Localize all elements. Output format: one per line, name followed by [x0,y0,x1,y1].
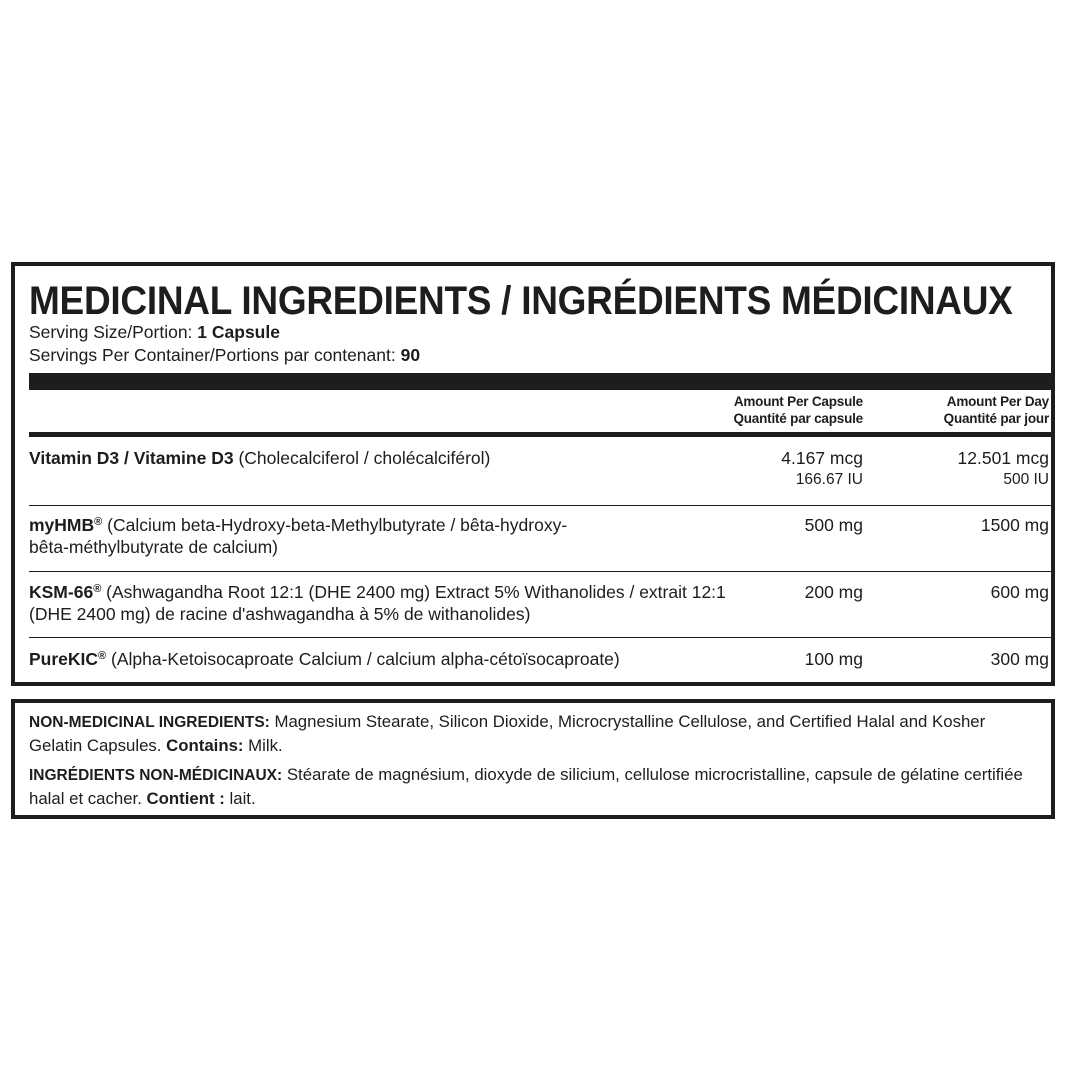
row-divider [29,505,1051,506]
ingredient-detail: (Calcium beta-Hydroxy-beta-Methylbutyrate / bêta-hydroxy-bêta-méthylbutyrate de calcium) [29,515,568,557]
amount-per-day-value: 1500 mg [980,515,1049,535]
ingredient-detail: (Cholecalciferol / cholécalciférol) [233,448,491,468]
amount-per-day-value: 12.501 mcg [957,448,1049,468]
amount-per-capsule-value: 100 mg [804,649,863,669]
non-medicinal-ingredients-en [29,710,1043,757]
serving-size-value: 1 Capsule [197,322,280,342]
thick-divider [29,373,1051,390]
contains-label-fr: Contient : [146,789,225,808]
servings-per-container-label: Servings Per Container/Portions par contenant: [29,345,396,365]
ingredient-name: KSM-66 [29,582,94,602]
column-header-per-capsule-en: Amount Per Capsule [733,394,863,409]
ingredient-name: myHMB [29,515,95,535]
amount-per-capsule-value: 500 mg [804,515,863,535]
contains-text-fr: lait. [224,789,256,808]
contains-label-en: Contains: [166,736,244,755]
amount-per-capsule [805,648,863,670]
amount-per-day [991,581,1049,603]
amount-per-capsule-value: 4.167 mcg [781,448,863,468]
column-header-per-day-en: Amount Per Day [946,394,1049,409]
ingredient-row-vitamin-d3 [29,447,1051,502]
non-medicinal-label-en: NON-MEDICINAL INGREDIENTS: [29,714,270,731]
amount-per-capsule-value: 200 mg [804,582,863,602]
ingredient-detail: (Ashwagandha Root 12:1 (DHE 2400 mg) Extract 5% Withanolides / extrait 12:1 (DHE 2400 mg) de racine d'ashwagandha à 5% de withanolides) [29,582,726,624]
registered-mark: ® [94,516,103,528]
amount-per-capsule [805,581,863,603]
non-medicinal-text-en: Magnesium Stearate, Silicon Dioxide, Microcrystalline Cellulose, and Certified Halal and Kosher Gelatin Capsules. [29,712,986,755]
amount-per-day-value: 300 mg [990,649,1049,669]
column-header-per-capsule [733,393,863,427]
column-header-per-day [944,393,1049,427]
non-medicinal-ingredients-panel [11,699,1055,819]
row-divider [29,637,1051,638]
registered-mark: ® [93,583,102,595]
ingredient-description [29,514,569,558]
ingredient-row-myhmb [29,514,1051,562]
serving-size-label: Serving Size/Portion: [29,322,193,342]
non-medicinal-ingredients-fr [29,763,1043,810]
ingredient-name: PureKIC [29,649,99,669]
column-header-per-capsule-fr: Quantité par capsule [733,411,863,426]
amount-per-day-value: 600 mg [990,582,1049,602]
servings-per-container [29,344,420,366]
ingredient-row-purekic [29,648,1051,676]
amount-per-capsule [805,514,863,536]
amount-per-capsule [781,447,863,491]
non-medicinal-label-fr: INGRÉDIENTS NON-MÉDICINAUX: [29,767,283,784]
ingredient-name: Vitamin D3 / Vitamine D3 [29,448,234,468]
ingredient-description [29,581,773,625]
ingredient-description [29,447,769,469]
panel-title: MEDICINAL INGREDIENTS / INGRÉDIENTS MÉDICINAUX [29,279,1013,323]
medicinal-ingredients-panel [11,262,1055,686]
amount-per-capsule-iu: 166.67 IU [795,471,863,488]
header-divider [29,432,1051,437]
amount-per-day [991,648,1049,670]
amount-per-day-iu: 500 IU [1003,471,1049,488]
amount-per-day [958,447,1049,491]
servings-per-container-value: 90 [400,345,421,365]
non-medicinal-text-fr: Stéarate de magnésium, dioxyde de silicium, cellulose microcristalline, capsule de gélatine certifiée halal et cacher. [29,765,1023,808]
registered-mark: ® [98,650,107,662]
ingredient-row-ksm-66 [29,581,1051,629]
row-divider [29,571,1051,572]
ingredient-detail: (Alpha-Ketoisocaproate Calcium / calcium alpha-cétoïsocaproate) [106,649,620,669]
ingredient-description [29,648,789,670]
serving-size [29,321,280,343]
amount-per-day [981,514,1049,536]
column-header-per-day-fr: Quantité par jour [943,411,1049,426]
contains-text-en: Milk. [243,736,283,755]
